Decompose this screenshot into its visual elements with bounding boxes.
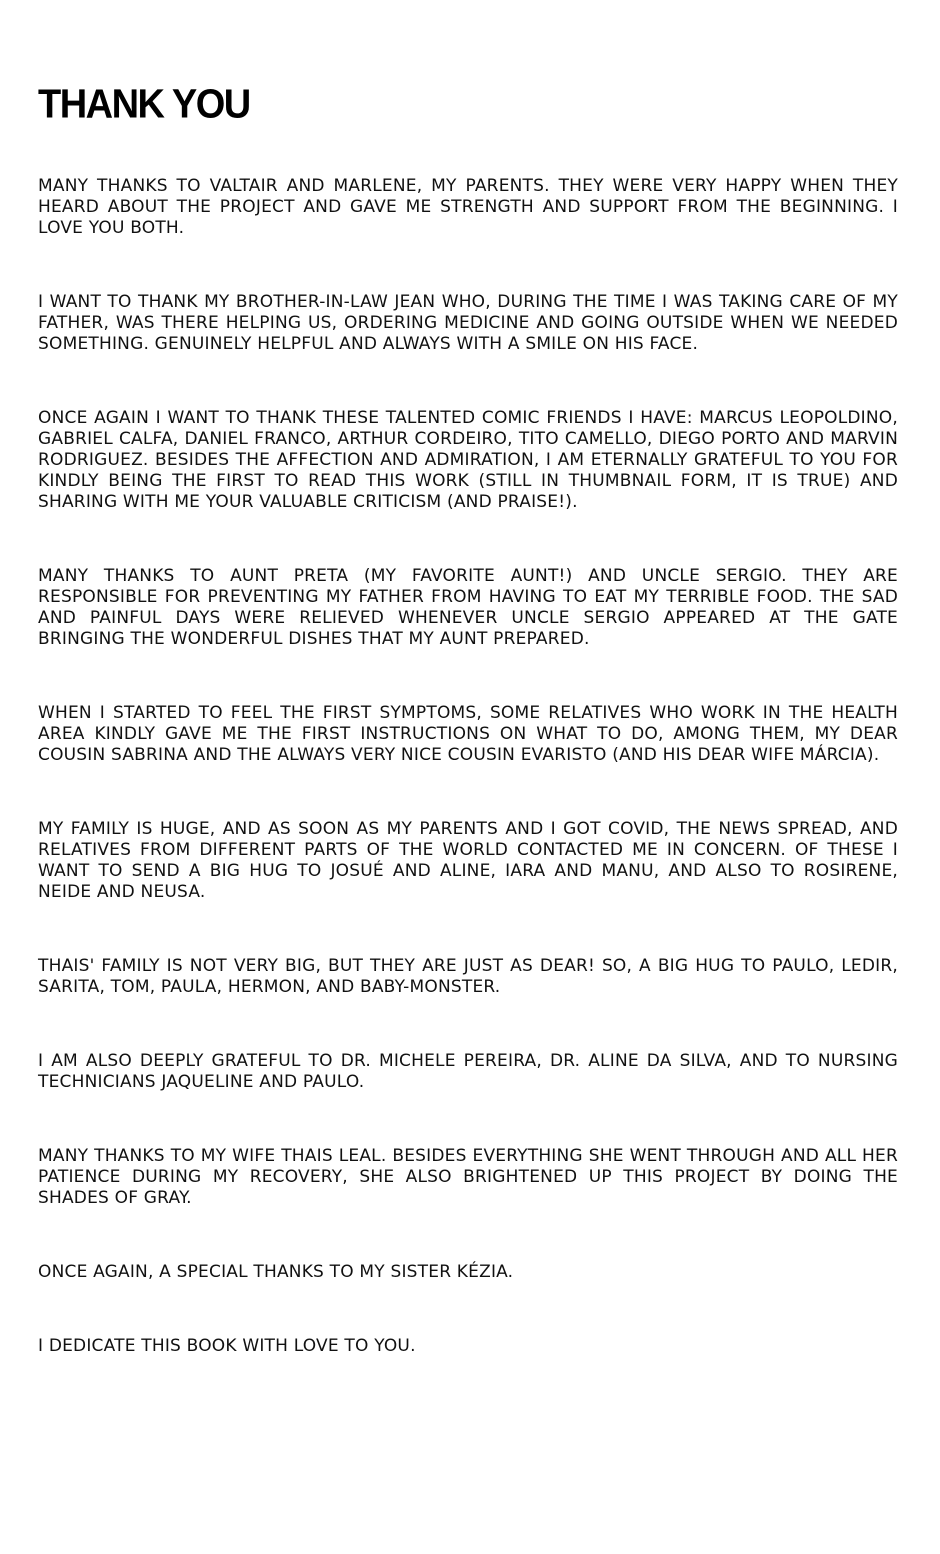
paragraph-thais-family: THAIS' FAMILY IS NOT VERY BIG, BUT THEY ARE JUST AS DEAR! SO, A BIG HUG TO PAULO, LEDIR, SARITA, TOM, PAULA, HERMON, AND BABY-MONSTER. — [38, 956, 898, 997]
paragraph-health-relatives: WHEN I STARTED TO FEEL THE FIRST SYMPTOMS, SOME RELATIVES WHO WORK IN THE HEALTH AREA KINDLY GAVE ME THE FIRST INSTRUCTIONS ON WHAT TO DO, AMONG THEM, MY DEAR COUSIN SABRINA AND THE ALWAYS VERY NICE COUSIN EVARISTO (AND HIS DEAR WIFE MÁRCIA). — [38, 703, 898, 765]
acknowledgements-page — [38, 82, 898, 1410]
paragraph-dedication: I DEDICATE THIS BOOK WITH LOVE TO YOU. — [38, 1336, 416, 1356]
page-title: THANK YOU — [38, 82, 250, 128]
paragraph-family: MY FAMILY IS HUGE, AND AS SOON AS MY PARENTS AND I GOT COVID, THE NEWS SPREAD, AND RELATIVES FROM DIFFERENT PARTS OF THE WORLD CONTACTED ME IN CONCERN. OF THESE I WANT TO SEND A BIG HUG TO JOSUÉ AND ALINE, IARA AND MANU, AND ALSO TO ROSIRENE, NEIDE AND NEUSA. — [38, 819, 898, 902]
paragraph-list — [38, 176, 898, 1357]
paragraph-medical-staff: I AM ALSO DEEPLY GRATEFUL TO DR. MICHELE PEREIRA, DR. ALINE DA SILVA, AND TO NURSING TECHNICIANS JAQUELINE AND PAULO. — [38, 1051, 898, 1092]
paragraph-aunt-uncle: MANY THANKS TO AUNT PRETA (MY FAVORITE AUNT!) AND UNCLE SERGIO. THEY ARE RESPONSIBLE FOR PREVENTING MY FATHER FROM HAVING TO EAT MY TERRIBLE FOOD. THE SAD AND PAINFUL DAYS WERE RELIEVED WHENEVER UNCLE SERGIO APPEARED AT THE GATE BRINGING THE WONDERFUL DISHES THAT MY AUNT PREPARED. — [38, 566, 898, 649]
paragraph-comic-friends: ONCE AGAIN I WANT TO THANK THESE TALENTED COMIC FRIENDS I HAVE: MARCUS LEOPOLDINO, GABRIEL CALFA, DANIEL FRANCO, ARTHUR CORDEIRO, TITO CAMELLO, DIEGO PORTO AND MARVIN RODRIGUEZ. BESIDES THE AFFECTION AND ADMIRATION, I AM ETERNALLY GRATEFUL TO YOU FOR KINDLY BEING THE FIRST TO READ THIS WORK (STILL IN THUMBNAIL FORM, IT IS TRUE) AND SHARING WITH ME YOUR VALUABLE CRITICISM (AND PRAISE!). — [38, 408, 898, 512]
paragraph-brother-in-law: I WANT TO THANK MY BROTHER-IN-LAW JEAN WHO, DURING THE TIME I WAS TAKING CARE OF MY FATHER, WAS THERE HELPING US, ORDERING MEDICINE AND GOING OUTSIDE WHEN WE NEEDED SOMETHING. GENUINELY HELPFUL AND ALWAYS WITH A SMILE ON HIS FACE. — [38, 292, 898, 354]
paragraph-sister: ONCE AGAIN, A SPECIAL THANKS TO MY SISTER KÉZIA. — [38, 1262, 514, 1282]
paragraph-parents: MANY THANKS TO VALTAIR AND MARLENE, MY PARENTS. THEY WERE VERY HAPPY WHEN THEY HEARD ABOUT THE PROJECT AND GAVE ME STRENGTH AND SUPPORT FROM THE BEGINNING. I LOVE YOU BOTH. — [38, 176, 898, 238]
paragraph-wife: MANY THANKS TO MY WIFE THAIS LEAL. BESIDES EVERYTHING SHE WENT THROUGH AND ALL HER PATIENCE DURING MY RECOVERY, SHE ALSO BRIGHTENED UP THIS PROJECT BY DOING THE SHADES OF GRAY. — [38, 1146, 898, 1208]
